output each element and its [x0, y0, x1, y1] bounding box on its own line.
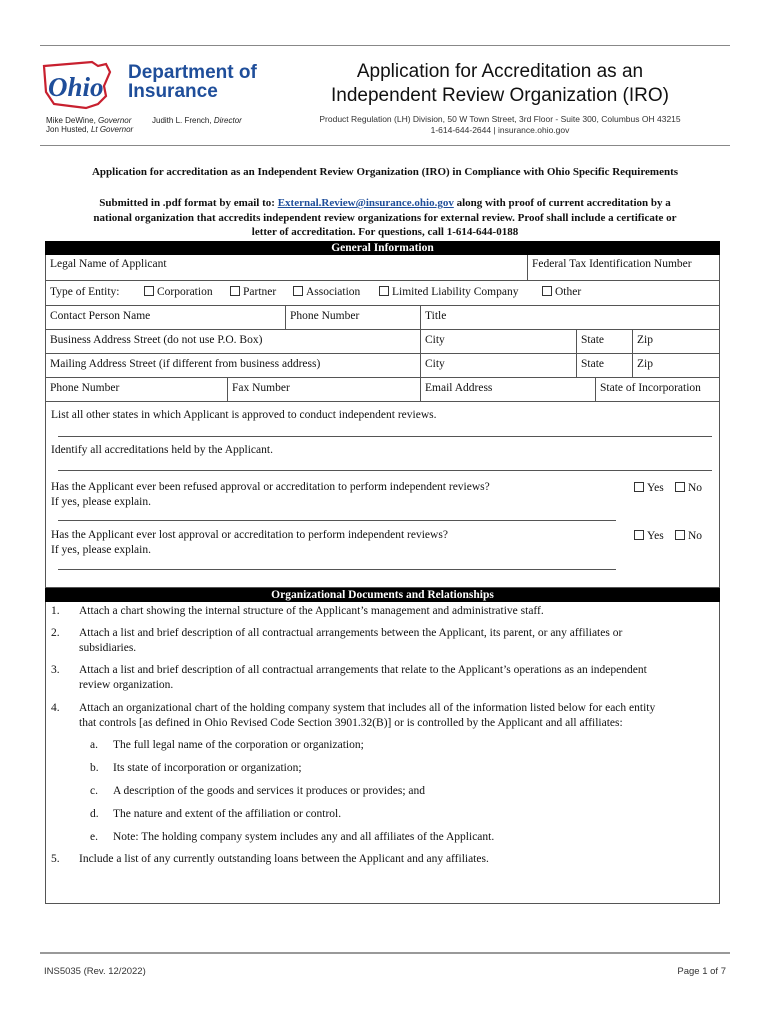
org-item-number: 1.: [51, 605, 60, 617]
other-states-answer-line[interactable]: [58, 436, 712, 437]
dept-name-line1: Department of: [128, 62, 257, 83]
contact-person-field[interactable]: Contact Person Name: [50, 310, 151, 322]
org-subitem-text: A description of the goods and services it produces or provides; and: [113, 785, 426, 797]
accreditations-question: Identify all accreditations held by the Applicant.: [51, 444, 273, 456]
org-subitem-text: The nature and extent of the affiliation or control.: [113, 808, 342, 820]
accreditations-answer-line[interactable]: [58, 470, 712, 471]
other-states-question: List all other states in which Applicant is approved to conduct independent reviews.: [51, 409, 437, 421]
org-item-number: 4.: [51, 702, 60, 714]
checkbox-icon: [542, 286, 552, 296]
refused-question: Has the Applicant ever been refused approval or accreditation to perform independent reviews?: [51, 481, 490, 493]
org-item-number: 5.: [51, 853, 60, 865]
checkbox-icon: [675, 482, 685, 492]
submission-email-link[interactable]: External.Review@insurance.ohio.gov: [277, 197, 454, 209]
fax-field[interactable]: Fax Number: [232, 382, 290, 394]
submission-instructions: Submitted in .pdf format by email to: External.Review@insurance.ohio.gov along with proof of current accreditation by a national organization that accredits independent review organizations for external review. Proof shall include a certificate or letter of accreditation. For questions, call 1-614-644-0188: [93, 197, 677, 238]
lost-question: Has the Applicant ever lost approval or accreditation to perform independent reviews?: [51, 529, 448, 541]
org-subitem-letter: c.: [90, 785, 98, 797]
header-bottom-rule: [40, 145, 730, 146]
org-subitem-letter: e.: [90, 831, 98, 843]
form-title: Application for Accreditation as an Independent Review Organization (IRO): [331, 61, 669, 106]
intro-heading: Application for accreditation as an Independent Review Organization (IRO) in Compliance with Ohio Specific Requirements: [91, 166, 679, 178]
org-item-number: 2.: [51, 627, 60, 639]
phone-field[interactable]: Phone Number: [50, 382, 120, 394]
org-subitem-letter: d.: [90, 808, 99, 820]
contact-phone-field[interactable]: Phone Number: [290, 310, 360, 322]
org-subitem-text: Note: The holding company system includes any and all affiliates of the Applicant.: [113, 831, 495, 843]
org-subitem-letter: a.: [90, 739, 98, 751]
entity-option-other[interactable]: Other: [538, 283, 585, 301]
org-item-number: 3.: [51, 664, 60, 676]
business-state-field[interactable]: State: [581, 334, 604, 346]
governor: Mike DeWine, Governor: [46, 116, 132, 125]
org-item-text: Include a list of any currently outstanding loans between the Applicant and any affiliates.: [79, 853, 489, 865]
org-item-text: Attach a chart showing the internal structure of the Applicant’s management and administrative staff.: [79, 605, 544, 617]
org-documents-heading: Organizational Documents and Relationships: [45, 588, 720, 602]
checkbox-icon: [634, 530, 644, 540]
ohio-logo-text: Ohio: [48, 72, 104, 102]
page-number: Page 1 of 7: [677, 966, 726, 977]
division-address: Product Regulation (LH) Division, 50 W Town Street, 3rd Floor - Suite 300, Columbus OH 43215: [319, 114, 681, 124]
refused-yes-option[interactable]: Yes: [634, 481, 664, 495]
checkbox-icon: [634, 482, 644, 492]
lost-explain-line[interactable]: [58, 569, 616, 570]
business-city-field[interactable]: City: [425, 334, 445, 346]
lost-no-option[interactable]: No: [675, 529, 702, 543]
header-top-rule: [40, 45, 730, 46]
refused-no-option[interactable]: No: [675, 481, 702, 495]
title-field[interactable]: Title: [425, 310, 447, 322]
org-item-text: Attach a list and brief description of all contractual arrangements between the Applicant, its parent, or any affiliates or: [79, 627, 623, 639]
entity-option-corporation[interactable]: Corporation: [140, 283, 217, 301]
legal-name-field[interactable]: Legal Name of Applicant: [50, 258, 167, 270]
org-item-text-cont: that controls [as defined in Ohio Revised Code Section 3901.32(B)] or is controlled by the Applicant and all affiliates:: [79, 717, 623, 729]
division-contact: 1-614-644-2644 | insurance.ohio.gov: [430, 125, 570, 135]
form-id: INS5035 (Rev. 12/2022): [44, 966, 146, 977]
checkbox-icon: [230, 286, 240, 296]
entity-option-partner[interactable]: Partner: [226, 283, 280, 301]
lost-yes-option[interactable]: Yes: [634, 529, 664, 543]
business-zip-field[interactable]: Zip: [637, 334, 653, 346]
org-item-text-cont: review organization.: [79, 679, 174, 691]
entity-type-label: Type of Entity:: [50, 286, 120, 298]
checkbox-icon: [293, 286, 303, 296]
entity-option-association[interactable]: Association: [289, 283, 364, 301]
mailing-address-field[interactable]: Mailing Address Street (if different from business address): [50, 358, 321, 370]
mailing-zip-field[interactable]: Zip: [637, 358, 653, 370]
lt-governor: Jon Husted, Lt Governor: [46, 125, 134, 134]
checkbox-icon: [144, 286, 154, 296]
org-item-text: Attach an organizational chart of the holding company system that includes all of the information listed below for each entity: [79, 702, 656, 714]
email-address-field[interactable]: Email Address: [425, 382, 493, 394]
dept-name-line2: Insurance: [128, 81, 218, 102]
general-info-heading: General Information: [45, 241, 720, 255]
business-address-field[interactable]: Business Address Street (do not use P.O. Box): [50, 334, 263, 346]
mailing-city-field[interactable]: City: [425, 358, 445, 370]
org-item-text: Attach a list and brief description of all contractual arrangements that relate to the Applicant’s operations as an independent: [79, 664, 647, 676]
org-subitem-text: Its state of incorporation or organization;: [113, 762, 302, 774]
mailing-state-field[interactable]: State: [581, 358, 604, 370]
org-subitem-letter: b.: [90, 762, 99, 774]
lost-explain-label: If yes, please explain.: [51, 544, 151, 556]
org-subitem-text: The full legal name of the corporation or organization;: [113, 739, 364, 751]
ohio-logo: [40, 52, 122, 112]
footer-rule: [40, 952, 730, 954]
refused-explain-label: If yes, please explain.: [51, 496, 151, 508]
checkbox-icon: [675, 530, 685, 540]
entity-option-llc[interactable]: Limited Liability Company: [375, 283, 522, 301]
refused-explain-line[interactable]: [58, 520, 616, 521]
fein-field[interactable]: Federal Tax Identification Number: [532, 258, 692, 270]
director: Judith L. French, Director: [152, 116, 242, 125]
state-of-incorporation-field[interactable]: State of Incorporation: [600, 382, 701, 394]
checkbox-icon: [379, 286, 389, 296]
org-item-text-cont: subsidiaries.: [79, 642, 137, 654]
